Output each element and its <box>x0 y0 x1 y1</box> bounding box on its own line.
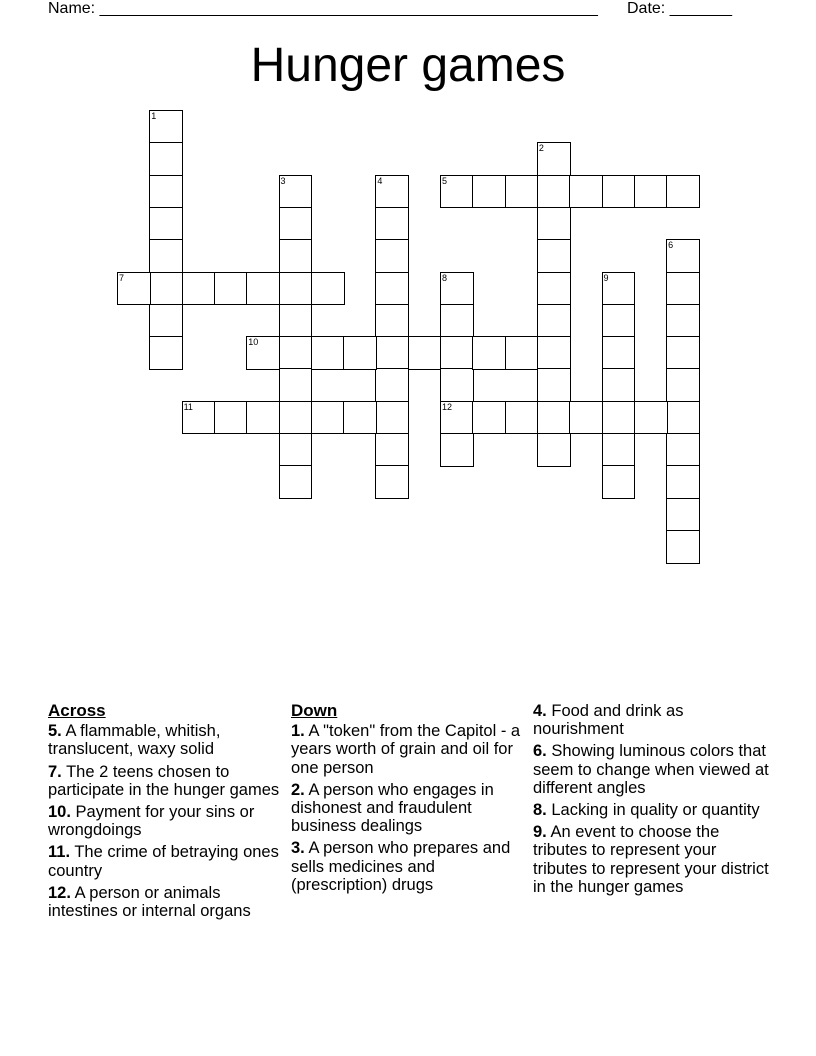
grid-cell[interactable] <box>375 304 409 338</box>
grid-cell[interactable] <box>408 336 442 370</box>
name-field[interactable]: Name: ________________________________________________________ <box>48 0 598 17</box>
grid-cell[interactable] <box>279 239 313 273</box>
grid-cell[interactable] <box>666 175 700 209</box>
clue-across-11 <box>48 843 283 879</box>
grid-cell[interactable] <box>214 272 248 306</box>
grid-cell[interactable] <box>149 239 183 273</box>
clue-number-label: 1 <box>151 111 157 121</box>
grid-cell[interactable] <box>311 272 345 306</box>
grid-cell[interactable] <box>149 336 183 370</box>
clue-number-label: 10 <box>248 337 259 348</box>
grid-cell[interactable] <box>375 175 409 209</box>
clue-number-label: 5 <box>442 175 448 186</box>
down-clues-column <box>291 702 523 898</box>
grid-cell[interactable] <box>537 401 571 435</box>
grid-cell[interactable] <box>666 401 700 435</box>
clue-across-12 <box>48 884 283 920</box>
grid-cell[interactable] <box>375 433 409 467</box>
clue-down-2 <box>291 781 523 836</box>
clue-text: The crime of betraying ones country <box>48 843 279 880</box>
grid-cell[interactable] <box>375 465 409 499</box>
clue-number: 11. <box>48 843 71 862</box>
date-field[interactable]: Date: _______ <box>627 0 732 17</box>
clue-text: A "token" from the Capitol - a years worth of grain and oil for one person <box>291 722 521 777</box>
page-title: Hunger games <box>250 39 566 92</box>
grid-cell[interactable] <box>279 272 313 306</box>
clue-down-3 <box>291 839 523 894</box>
grid-cell[interactable] <box>634 401 668 435</box>
grid-cell[interactable] <box>505 336 539 370</box>
grid-cell[interactable] <box>537 368 571 402</box>
grid-cell[interactable] <box>375 272 409 306</box>
clue-down-6 <box>533 742 773 797</box>
clue-down-9 <box>533 823 773 896</box>
clue-number: 5. <box>48 722 62 741</box>
clue-text: An event to choose the tributes to represent your tributes to represent your district in the hunger games <box>533 823 769 896</box>
grid-cell[interactable] <box>537 304 571 338</box>
grid-cell[interactable] <box>602 304 636 338</box>
grid-cell[interactable] <box>440 368 474 402</box>
grid-cell[interactable] <box>279 368 313 402</box>
across-heading: Across <box>48 701 106 720</box>
grid-cell[interactable] <box>182 401 216 435</box>
grid-cell[interactable] <box>537 142 571 176</box>
grid-cell[interactable] <box>472 336 506 370</box>
grid-cell[interactable] <box>279 433 313 467</box>
down-heading: Down <box>291 701 338 720</box>
clue-text: Food and drink as nourishment <box>533 702 684 739</box>
grid-cell[interactable] <box>375 401 409 435</box>
grid-cell[interactable] <box>666 272 700 306</box>
clue-down-4 <box>533 702 773 738</box>
grid-cell[interactable] <box>149 304 183 338</box>
clue-number-label: 11 <box>183 401 193 412</box>
clue-text: A person who engages in dishonest and fraudulent business dealings <box>291 780 494 836</box>
grid-cell[interactable] <box>246 401 280 435</box>
grid-cell[interactable] <box>602 433 636 467</box>
grid-cell[interactable] <box>602 368 636 402</box>
grid-cell[interactable] <box>149 207 183 241</box>
grid-cell[interactable] <box>246 336 280 370</box>
clue-number-label: 2 <box>538 143 544 154</box>
grid-cell[interactable] <box>375 207 409 241</box>
grid-cell[interactable] <box>569 401 603 435</box>
grid-cell[interactable] <box>149 142 183 176</box>
grid-cell[interactable] <box>440 433 474 467</box>
grid-cell[interactable] <box>666 304 700 338</box>
clue-across-10 <box>48 803 283 839</box>
grid-cell[interactable] <box>311 401 345 435</box>
grid-cell[interactable] <box>602 336 636 370</box>
grid-cell[interactable] <box>537 175 571 209</box>
grid-cell[interactable] <box>537 239 571 273</box>
header <box>48 0 732 18</box>
clue-number-label: 3 <box>280 175 286 186</box>
grid-cell[interactable] <box>505 175 539 209</box>
grid-cell[interactable] <box>440 401 474 435</box>
grid-cell[interactable] <box>472 401 506 435</box>
grid-cell[interactable] <box>537 433 571 467</box>
grid-cell[interactable] <box>279 207 313 241</box>
grid-cell[interactable] <box>440 336 474 370</box>
grid-cell[interactable] <box>602 401 636 435</box>
grid-cell[interactable] <box>375 336 409 370</box>
grid-cell[interactable] <box>279 465 313 499</box>
down-clues-column-continued <box>533 702 773 900</box>
grid-cell[interactable] <box>149 175 183 209</box>
grid-cell[interactable] <box>279 336 313 370</box>
grid-cell[interactable] <box>279 175 313 209</box>
grid-cell[interactable] <box>472 175 506 209</box>
grid-cell[interactable] <box>182 272 216 306</box>
grid-cell[interactable] <box>149 110 183 144</box>
grid-cell[interactable] <box>279 401 313 435</box>
grid-cell[interactable] <box>343 401 377 435</box>
clue-number: 4. <box>533 702 547 720</box>
grid-cell[interactable] <box>666 433 700 467</box>
grid-cell[interactable] <box>602 465 636 499</box>
grid-cell[interactable] <box>375 239 409 273</box>
clue-across-5 <box>48 722 283 758</box>
grid-cell[interactable] <box>537 336 571 370</box>
clue-text: The 2 teens chosen to participate in the hunger games <box>48 762 280 799</box>
grid-cell[interactable] <box>602 272 636 306</box>
grid-cell[interactable] <box>149 272 183 306</box>
grid-cell[interactable] <box>537 272 571 306</box>
grid-cell[interactable] <box>246 272 280 306</box>
clue-number-label: 9 <box>603 272 609 283</box>
clue-number-label: 6 <box>668 240 674 251</box>
grid-cell[interactable] <box>311 336 345 370</box>
grid-cell[interactable] <box>214 401 248 435</box>
clue-number-label: 8 <box>442 272 448 283</box>
grid-cell[interactable] <box>375 368 409 402</box>
clue-number: 9. <box>533 823 547 842</box>
clue-text: Lacking in quality or quantity <box>551 801 760 820</box>
clue-number: 12. <box>48 883 71 902</box>
clue-text: A person who prepares and sells medicines and (prescription) drugs <box>291 839 511 894</box>
grid-cell[interactable] <box>602 175 636 209</box>
clue-across-7 <box>48 763 283 799</box>
clue-number: 6. <box>533 742 547 761</box>
grid-cell[interactable] <box>537 207 571 241</box>
grid-cell[interactable] <box>440 272 474 306</box>
grid-cell[interactable] <box>666 530 700 564</box>
grid-cell[interactable] <box>666 465 700 499</box>
across-clues-column <box>48 702 283 924</box>
grid-cell[interactable] <box>505 401 539 435</box>
clue-text: Showing luminous colors that seem to change when viewed at different angles <box>533 742 769 797</box>
clue-number: 10. <box>48 803 71 822</box>
clue-number: 3. <box>291 839 305 858</box>
grid-cell[interactable] <box>634 175 668 209</box>
clue-down-8 <box>533 801 773 819</box>
grid-cell[interactable] <box>666 239 700 273</box>
clue-number: 1. <box>291 722 305 741</box>
grid-cell[interactable] <box>569 175 603 209</box>
grid-cell[interactable] <box>343 336 377 370</box>
clue-down-1 <box>291 722 523 777</box>
clue-text: Payment for your sins or wrongdoings <box>48 803 255 840</box>
grid-cell[interactable] <box>440 304 474 338</box>
clue-text: A flammable, whitish, translucent, waxy solid <box>48 722 221 759</box>
clue-number: 8. <box>533 801 547 820</box>
clue-number: 2. <box>291 780 305 799</box>
grid-cell[interactable] <box>117 272 151 306</box>
grid-cell[interactable] <box>666 498 700 532</box>
clue-text: A person or animals intestines or internal organs <box>48 883 251 921</box>
clue-number-label: 4 <box>377 175 383 186</box>
clue-number-label: 7 <box>119 272 125 283</box>
grid-cell[interactable] <box>666 336 700 370</box>
grid-cell[interactable] <box>440 175 474 209</box>
grid-cell[interactable] <box>666 368 700 402</box>
clue-number: 7. <box>48 762 62 781</box>
grid-cell[interactable] <box>279 304 313 338</box>
clue-number-label: 12 <box>442 401 453 412</box>
